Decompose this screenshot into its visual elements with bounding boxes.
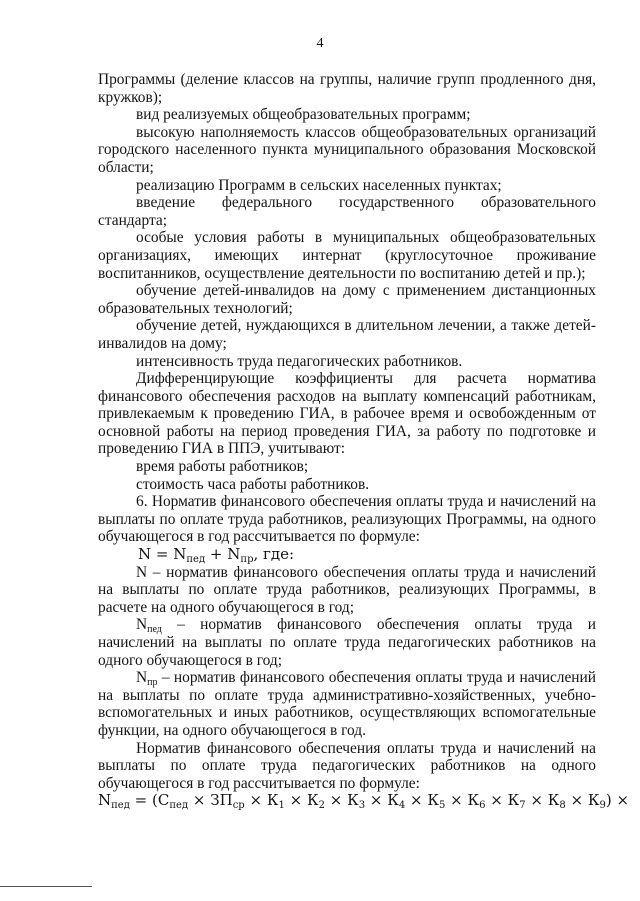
paragraph: введение федерального государственного образовательного стандарта;: [98, 194, 596, 229]
formula-symbol: $К_7$: [507, 791, 526, 812]
paragraph: 6. Норматив финансового обеспечения оплаты труда и начислений на выплаты по оплате труда работников, реализующих Программы, на одного обучающегося в год рассчитывается по формуле:: [98, 493, 596, 546]
formula-symbol: $N_{пр}$: [227, 545, 254, 566]
formula-symbol: $К_4$: [387, 791, 406, 812]
definition-n: N – норматив финансового обеспечения оплаты труда и начислений на выплаты по оплате труда работников, реализующих Программы, в расчете на одного обучающегося в год;: [98, 563, 596, 616]
formula-operator: =: [134, 791, 148, 810]
paragraph: время работы работников;: [136, 458, 309, 476]
formula-operator: +: [209, 545, 223, 564]
formula-operator: ×: [570, 791, 584, 810]
formula-symbol: N: [138, 545, 152, 564]
formula-operator: ×: [369, 791, 383, 810]
formula-operator: ×: [450, 791, 463, 810]
paragraph: реализацию Программ в сельских населенных пунктах;: [136, 176, 502, 194]
formula-symbol: $К_6$: [467, 791, 486, 812]
formula-operator: =: [155, 545, 169, 564]
formula-operator: ×: [249, 791, 263, 810]
formula-symbol: $ЗП_{ср}$: [210, 791, 245, 812]
formula-n-ped: [98, 791, 630, 812]
paragraph: высокую наполняемость классов общеобразовательных организаций городского населенного пункта муниципального образования Московской области;: [98, 123, 596, 176]
formula-suffix: , где:: [253, 545, 295, 564]
formula-symbol: $К_2$: [306, 791, 325, 812]
paragraph: стоимость часа работы работников.: [136, 475, 370, 493]
formula-operator: ×: [192, 791, 206, 810]
paragraph: интенсивность труда педагогических работников.: [136, 352, 463, 370]
paragraph: вид реализуемых общеобразовательных программ;: [136, 106, 471, 124]
formula-paren: (: [152, 791, 158, 810]
formula-symbol: $N_{пед}$: [173, 545, 206, 566]
formula-operator: ×: [490, 791, 503, 810]
paragraph: Программы (деление классов на группы, наличие групп продленного дня, кружков);: [98, 71, 596, 106]
definition-n-pr: $N_{пр}$ – норматив финансового обеспечения оплаты труда и начислений на выплаты по оплате труда административно-хозяйственных, учебно-вспомогательных и иных работников, осуществляющих вспомогательные функции, на одного обучающегося в год.: [98, 669, 596, 739]
formula-symbol: $К_8$: [547, 791, 566, 812]
paragraph: обучение детей, нуждающихся в длительном лечении, а также детей-инвалидов на дому;: [98, 317, 596, 352]
formula-symbol: $К_1$: [266, 791, 285, 812]
paragraph: обучение детей-инвалидов на дому с применением дистанционных образовательных технологий;: [98, 282, 596, 317]
formula-symbol: $С_{пед}$: [157, 791, 189, 812]
formula-symbol: $К_5$: [427, 791, 446, 812]
formula-operator: ×: [329, 791, 343, 810]
formula-symbol: $К_9$: [587, 791, 606, 812]
formula-paren: ): [605, 791, 612, 810]
paragraph: Норматив финансового обеспечения оплаты труда и начислений на выплаты по оплате труда педагогических работников на одного обучающегося в год рассчитывается по формуле:: [98, 739, 596, 792]
paragraph: особые условия работы в муниципальных общеобразовательных организациях, имеющих интернат (круглосуточное проживание воспитанников, осуществление деятельности по воспитанию детей и пр.);: [98, 229, 596, 282]
formula-symbol: $N_{пед}$: [98, 791, 130, 812]
page-number: 4: [316, 36, 324, 51]
formula-operator: ×: [530, 791, 543, 810]
paragraph: Дифференцирующие коэффициенты для расчета норматива финансового обеспечения расходов на выплату компенсаций работникам, привлекаемым к проведению ГИА, в рабочее время и освобожденным от основной работы на период проведения ГИА, за работу по подготовке и проведению ГИА в ППЭ, учитывают:: [98, 370, 596, 458]
footnote-divider: [0, 886, 92, 887]
document-body: [98, 71, 630, 812]
formula-n-total: [98, 546, 596, 564]
formula-operator: ×: [289, 791, 303, 810]
formula-operator: ×: [616, 791, 630, 810]
formula-operator: ×: [409, 791, 423, 810]
definition-n-ped: $N_{пед}$ – норматив финансового обеспечения оплаты труда и начислений на выплаты по оплате труда педагогических работников на одного обучающегося в год;: [98, 616, 596, 669]
formula-symbol: $К_3$: [347, 791, 366, 812]
